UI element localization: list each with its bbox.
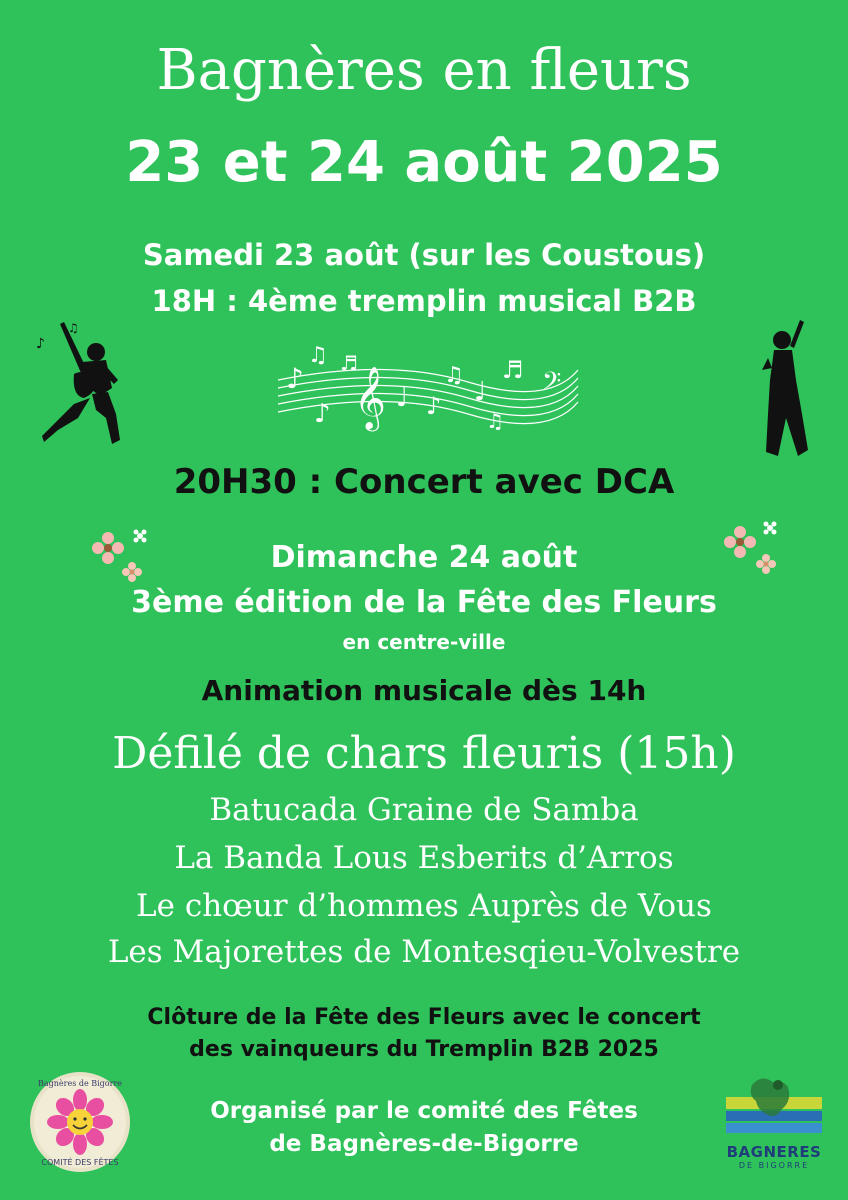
- sunday-heading: Dimanche 24 août: [270, 540, 578, 575]
- badge-bottom-text: COMITÉ DES FÊTES: [41, 1158, 119, 1167]
- musical-animation: Animation musicale dès 14h: [201, 674, 647, 707]
- town-subtitle: DE BIGORRE: [738, 1161, 810, 1170]
- bagneres-town-logo: [722, 1075, 826, 1175]
- svg-text:♬: ♬: [340, 351, 358, 375]
- event-dates: 23 et 24 août 2025: [125, 130, 723, 195]
- svg-text:♪: ♪: [36, 336, 45, 352]
- svg-text:♫: ♫: [486, 409, 504, 433]
- saturday-tremplin: 18H : 4ème tremplin musical B2B: [151, 284, 697, 318]
- badge-top-text: Bagnères de Bigorre: [37, 1079, 123, 1088]
- svg-text:𝄞: 𝄞: [354, 366, 386, 429]
- poster-title: Bagnères en fleurs: [156, 38, 692, 103]
- comite-des-fetes-logo: [28, 1070, 132, 1174]
- closing-line: des vainqueurs du Tremplin B2B 2025: [189, 1037, 659, 1062]
- saturday-concert: 20H30 : Concert avec DCA: [173, 462, 675, 502]
- organizer-line: Organisé par le comité des Fêtes: [210, 1098, 638, 1124]
- participant-item: Le chœur d’hommes Auprès de Vous: [136, 888, 712, 924]
- participant-item: La Banda Lous Esberits d’Arros: [174, 840, 674, 876]
- saturday-heading: Samedi 23 août (sur les Coustous): [142, 238, 706, 272]
- singer-silhouette-icon: [756, 318, 818, 464]
- organizer-line: de Bagnères-de-Bigorre: [269, 1131, 579, 1157]
- guitarist-silhouette-icon: [34, 318, 124, 450]
- town-emblem-icon: [722, 1075, 826, 1141]
- svg-text:♬: ♬: [502, 356, 524, 384]
- svg-text:𝄢: 𝄢: [542, 367, 562, 402]
- svg-text:♪: ♪: [426, 392, 442, 420]
- svg-text:♩: ♩: [396, 383, 409, 413]
- music-staff-icon: [268, 330, 588, 440]
- svg-text:♪: ♪: [286, 362, 304, 395]
- parade-heading: Défilé de chars fleuris (15h): [112, 728, 736, 779]
- svg-text:♫: ♫: [444, 363, 464, 388]
- svg-text:♫: ♫: [68, 321, 79, 335]
- closing-line: Clôture de la Fête des Fleurs avec le concert: [147, 1005, 701, 1030]
- participant-item: Les Majorettes de Montesqieu-Volvestre: [107, 934, 741, 970]
- participant-item: Batucada Graine de Samba: [209, 792, 639, 828]
- svg-text:♫: ♫: [308, 343, 328, 368]
- town-name: BAGNERES: [726, 1143, 822, 1161]
- svg-text:♪: ♪: [314, 399, 331, 429]
- location-note: en centre-ville: [342, 630, 506, 654]
- fete-des-fleurs-edition: 3ème édition de la Fête des Fleurs: [131, 585, 717, 620]
- svg-text:♩: ♩: [474, 377, 487, 407]
